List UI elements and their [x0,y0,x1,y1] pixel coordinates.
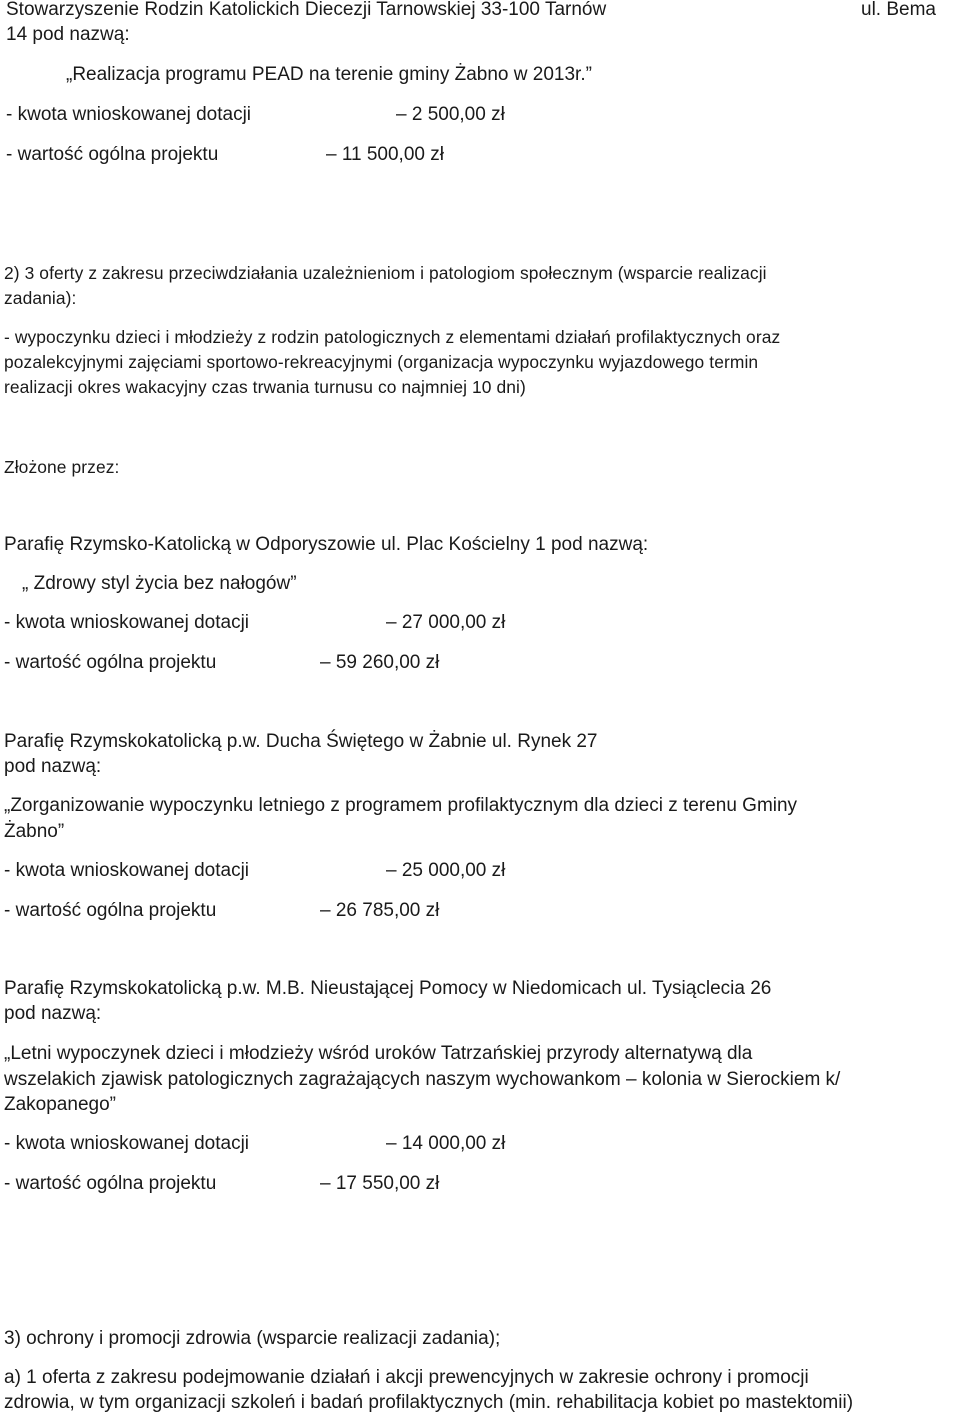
section3-heading: 3) ochrony i promocji zdrowia (wsparcie realizacji zadania); [4,1328,501,1349]
section2-heading-line1: 2) 3 oferty z zakresu przeciwdziałania uzależnieniom i patologiom społecznym (wsparcie realizacji [4,263,767,283]
offer-pead-title: „Realizacja programu PEAD na terenie gminy Żabno w 2013r.” [66,64,592,85]
offer-zabno-total-value: – 26 785,00 zł [320,900,440,921]
offer-niedomice-requested-label: - kwota wnioskowanej dotacji [4,1133,250,1154]
offer-odporyszow-org: Parafię Rzymsko-Katolicką w Odporyszowie ul. Plac Kościelny 1 pod nazwą: [4,534,649,555]
offer-niedomice-title-line3: Zakopanego” [4,1094,116,1115]
offer-niedomice-org-line2: pod nazwą: [4,1003,102,1024]
section2-desc-line1: - wypoczynku dzieci i młodzieży z rodzin patologicznych z elementami działań profilaktycznych oraz [4,327,781,347]
offer-pead-requested-value: – 2 500,00 zł [396,104,505,125]
offer-odporyszow-total-label: - wartość ogólna projektu [4,652,217,673]
offer-niedomice-org-line1: Parafię Rzymskokatolicką p.w. M.B. Nieustającej Pomocy w Niedomicach ul. Tysiąclecia 26 [4,978,772,999]
offer-odporyszow-total-value: – 59 260,00 zł [320,652,440,673]
offer-zabno-requested-label: - kwota wnioskowanej dotacji [4,860,250,881]
offer-niedomice-title-line2: wszelakich zjawisk patologicznych zagrażających naszym wychowankom – kolonia w Sierockiem k/ [4,1069,841,1090]
offer-niedomice-total-label: - wartość ogólna projektu [4,1173,217,1194]
offer-niedomice-title-line1: „Letni wypoczynek dzieci i młodzieży wśród uroków Tatrzańskiej przyrody alternatywą dla [4,1043,753,1064]
offer-odporyszow-requested-label: - kwota wnioskowanej dotacji [4,612,250,633]
section3-item-line2: zdrowia, w tym organizacji szkoleń i badań profilaktycznych (min. rehabilitacja kobiet po mastektomii) [4,1392,854,1413]
org-header-line: Stowarzyszenie Rodzin Katolickich Diecezji Tarnowskiej 33-100 Tarnów [6,0,607,20]
offer-zabno-org-line2: pod nazwą: [4,756,102,777]
section2-heading-line2: zadania): [4,288,77,308]
submitted-by-label: Złożone przez: [4,457,120,477]
offer-zabno-title-line1: „Zorganizowanie wypoczynku letniego z programem profilaktycznym dla dzieci z terenu Gminy [4,795,798,816]
section2-desc-line3: realizacji okres wakacyjny czas trwania turnusu co najmniej 10 dni) [4,377,526,397]
offer-niedomice-requested-value: – 14 000,00 zł [386,1133,506,1154]
offer-niedomice-total-value: – 17 550,00 zł [320,1173,440,1194]
offer-odporyszow-title: „ Zdrowy styl życia bez nałogów” [22,573,297,594]
offer-pead-total-value: – 11 500,00 zł [326,144,444,165]
offer-pead-total-label: - wartość ogólna projektu [6,144,219,165]
offer-pead-requested-label: - kwota wnioskowanej dotacji [6,104,252,125]
section2-desc-line2: pozalekcyjnymi zajęciami sportowo-rekreacyjnymi (organizacja wypoczynku wyjazdowego termin [4,352,759,372]
offer-zabno-requested-value: – 25 000,00 zł [386,860,506,881]
offer-odporyszow-requested-value: – 27 000,00 zł [386,612,506,633]
org-header-street: ul. Bema [861,0,936,20]
offer-zabno-total-label: - wartość ogólna projektu [4,900,217,921]
org-header-line2: 14 pod nazwą: [6,24,130,45]
offer-zabno-org-line1: Parafię Rzymskokatolicką p.w. Ducha Świętego w Żabnie ul. Rynek 27 [4,731,598,752]
section3-item-line1: a) 1 oferta z zakresu podejmowanie działań i akcji prewencyjnych w zakresie ochrony i promocji [4,1367,809,1388]
offer-zabno-title-line2: Żabno” [4,821,65,842]
